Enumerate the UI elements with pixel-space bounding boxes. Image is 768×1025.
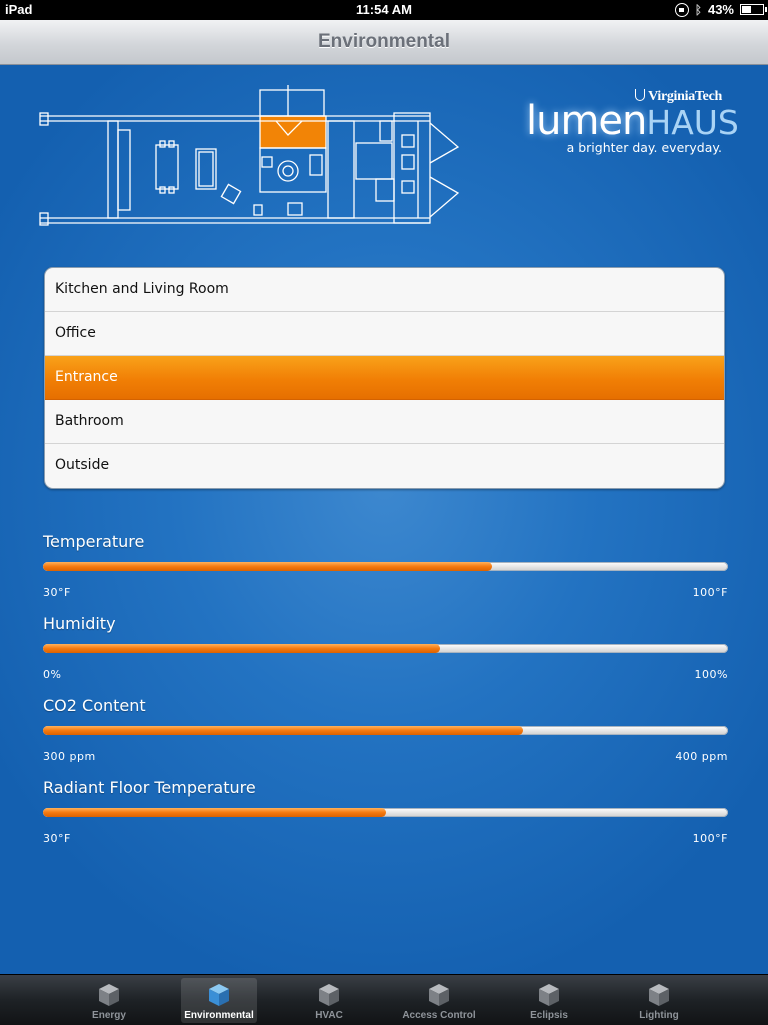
co2-meter <box>43 696 728 776</box>
battery-percent: 43% <box>707 2 734 17</box>
room-item-outside[interactable]: Outside <box>55 457 110 473</box>
meter-max: 100% <box>694 668 728 681</box>
lumenhaus-logo <box>522 87 739 157</box>
brand-tagline: a brighter day. everyday. <box>566 140 722 155</box>
progress-track <box>43 808 728 817</box>
humidity-meter <box>43 614 728 694</box>
meter-min: 300 ppm <box>43 750 96 763</box>
tab-environmental[interactable]: Environmental <box>181 978 257 1023</box>
meter-min: 30°F <box>43 832 71 845</box>
brand-name: lumenHAUS <box>526 98 739 144</box>
cube-icon <box>208 983 230 1007</box>
tab-hvac[interactable]: HVAC <box>291 978 367 1023</box>
cube-icon <box>318 983 340 1007</box>
floor-plan[interactable] <box>38 85 462 229</box>
virginia-tech-logo: VirginiaTech <box>635 89 722 105</box>
tab-energy[interactable]: Energy <box>71 978 147 1023</box>
meter-max: 400 ppm <box>675 750 728 763</box>
battery-fill <box>742 6 751 13</box>
room-item-kitchen-living[interactable]: Kitchen and Living Room <box>45 268 724 312</box>
page-title: Environmental <box>318 31 450 52</box>
room-item-entrance[interactable]: Entrance <box>45 356 724 400</box>
meter-max: 100°F <box>692 586 728 599</box>
status-bar <box>0 0 768 20</box>
room-list <box>44 267 725 489</box>
battery-icon <box>740 4 764 15</box>
temperature-meter <box>43 532 728 612</box>
cube-icon <box>538 983 560 1007</box>
progress-fill <box>43 644 440 653</box>
progress-fill <box>43 562 492 571</box>
status-time: 11:54 AM <box>356 2 412 17</box>
meter-label: Radiant Floor Temperature <box>43 778 256 797</box>
tab-access-control[interactable]: Access Control <box>401 978 477 1023</box>
meter-label: Temperature <box>43 532 145 551</box>
meter-min: 0% <box>43 668 62 681</box>
status-right <box>675 2 764 17</box>
meter-min: 30°F <box>43 586 71 599</box>
room-item-bathroom[interactable]: Bathroom <box>45 400 724 444</box>
cube-icon <box>428 983 450 1007</box>
progress-track <box>43 726 728 735</box>
rotation-lock-icon <box>675 3 689 17</box>
progress-fill <box>43 726 523 735</box>
main-content <box>0 65 768 974</box>
progress-track <box>43 562 728 571</box>
device-name: iPad <box>5 2 33 17</box>
room-item-office[interactable]: Office <box>45 312 724 356</box>
meter-label: Humidity <box>43 614 116 633</box>
cube-icon <box>648 983 670 1007</box>
progress-track <box>43 644 728 653</box>
progress-fill <box>43 808 386 817</box>
tab-eclipsis[interactable]: Eclipsis <box>511 978 587 1023</box>
meter-max: 100°F <box>692 832 728 845</box>
cube-icon <box>98 983 120 1007</box>
radiant-floor-meter <box>43 778 728 858</box>
tab-lighting[interactable]: Lighting <box>621 978 697 1023</box>
tab-bar <box>0 974 768 1025</box>
navigation-bar <box>0 20 768 65</box>
meter-label: CO2 Content <box>43 696 146 715</box>
bluetooth-icon: ᛒ <box>694 2 702 17</box>
